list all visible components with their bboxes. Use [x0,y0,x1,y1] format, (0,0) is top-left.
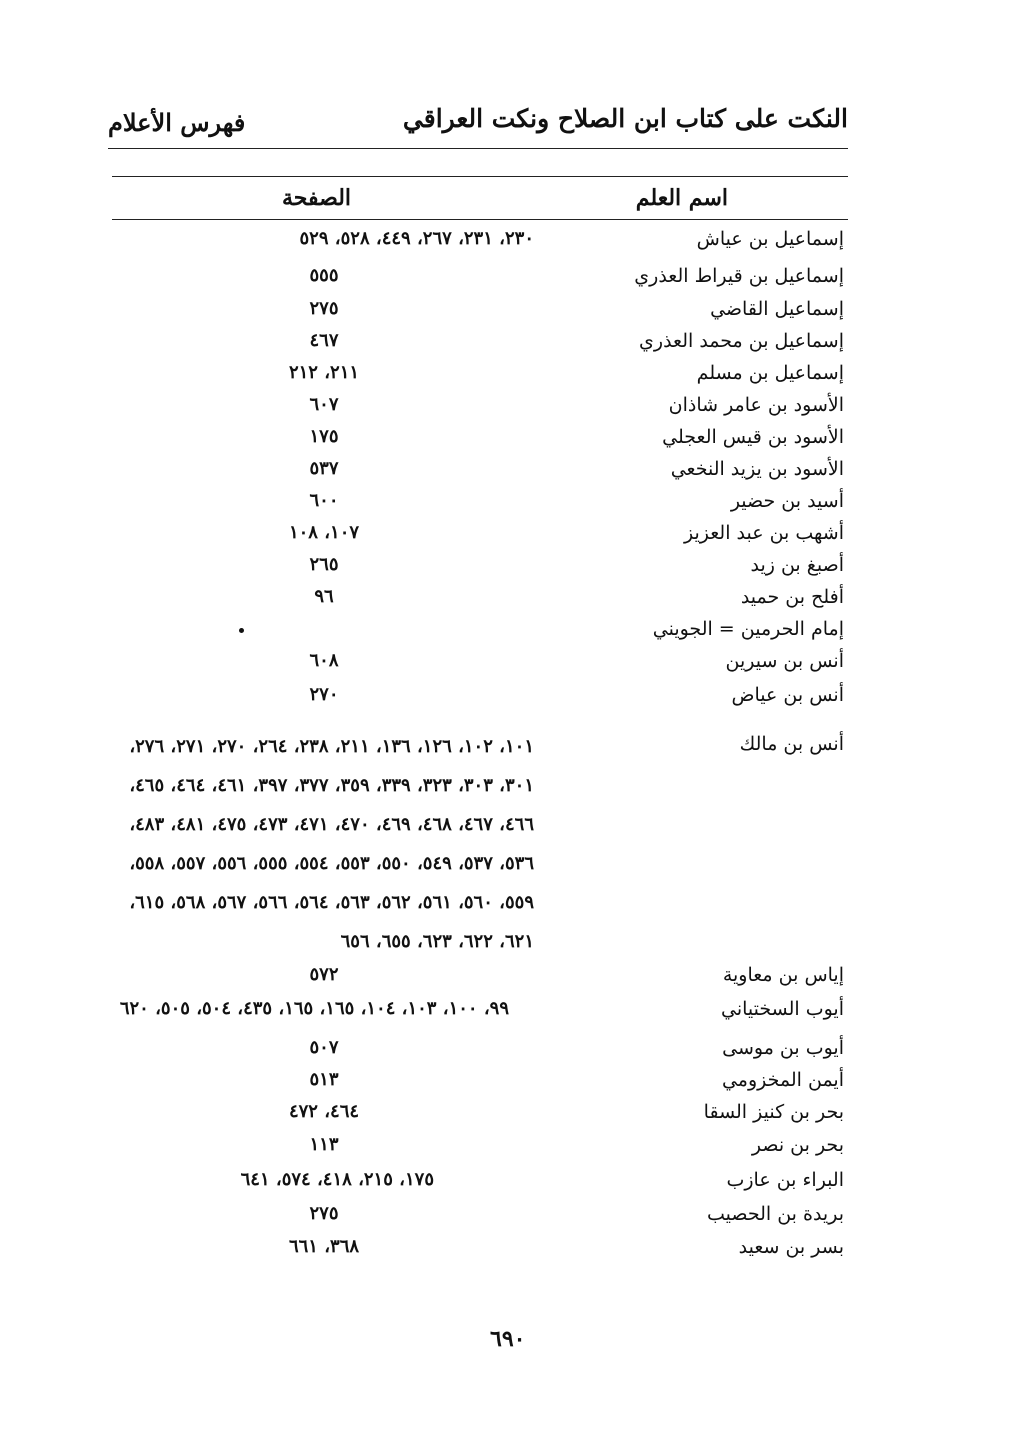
entry-pages: ٦٠٨ [309,650,339,671]
pages-line: ٥٥٩، ٥٦٠، ٥٦١، ٥٦٢، ٥٦٣، ٥٦٤، ٥٦٦، ٥٦٧، ٥٦٨، ٦١٥، [129,892,534,913]
anas-bin-malik-pages [104,736,534,970]
entry-name: إسماعيل بن قيراط العذري [634,265,844,287]
entry-pages: ١٧٥ [309,426,339,447]
entry-name: إسماعيل بن عياش [696,228,844,250]
entry-name: البراء بن عازب [726,1169,844,1191]
entry-pages: ١٧٥، ٢١٥، ٤١٨، ٥٧٤، ٦٤١ [240,1169,434,1190]
entry-pages: ٩٦ [314,586,334,607]
entry-name: الأسود بن عامر شاذان [668,394,844,416]
pages-line: ٥٣٦، ٥٣٧، ٥٤٩، ٥٥٠، ٥٥٣، ٥٥٤، ٥٥٥، ٥٥٦، ٥٥٧، ٥٥٨، [129,853,534,874]
entry-pages: ٥٧٢ [309,964,339,985]
entry-pages: ١١٣ [309,1134,339,1155]
entry-name: أشهب بن عبد العزيز [683,522,844,544]
entry-pages: ٢٧٠ [309,684,339,705]
column-header-name: اسم العلم [635,185,728,211]
entry-pages: ٢٧٥ [309,298,339,319]
entry-name: الأسود بن قيس العجلي [662,426,844,448]
entry-name: إسماعيل بن مسلم [696,362,844,384]
entry-name: بحر بن نصر [751,1134,844,1156]
entry-name: أنس بن مالك [739,733,844,755]
column-header-page: الصفحة [282,185,352,211]
entry-name: إسماعيل القاضي [710,298,844,320]
entry-pages: ٥٣٧ [309,458,339,479]
entry-name: بسر بن سعيد [738,1236,844,1258]
entry-name: أسيد بن حضير [730,490,844,512]
entry-name: إمام الحرمين = الجويني [652,618,844,640]
entry-name: أنس بن سيرين [725,650,844,672]
entry-name: أصبغ بن زيد [750,554,844,576]
book-title: النكت على كتاب ابن الصلاح ونكت العراقي [402,104,848,133]
entry-pages: ٣٦٨، ٦٦١ [288,1236,360,1257]
entry-name: أنس بن عياض [731,684,844,706]
entry-name: أيوب بن موسى [722,1037,844,1059]
section-title: فهرس الأعلام [108,108,246,137]
entry-pages: ٤٦٧ [309,330,339,351]
entry-name: أيمن المخزومي [721,1069,844,1091]
pages-line: ٦٢١، ٦٢٢، ٦٢٣، ٦٥٥، ٦٥٦ [340,931,534,952]
stray-dot [239,628,244,633]
entry-pages: ٦٠٧ [309,394,339,415]
pages-line: ٣٠١، ٣٠٣، ٣٢٣، ٣٣٩، ٣٥٩، ٣٧٧، ٣٩٧، ٤٦١، ٤٦٤، ٤٦٥، [129,775,534,796]
page-number: ٦٩٠ [490,1326,526,1352]
entry-pages: ٢١١، ٢١٢ [288,362,360,383]
entry-name: أفلح بن حميد [740,586,844,608]
entry-pages: ٥١٣ [309,1069,339,1090]
pages-line: ١٠١، ١٠٢، ١٢٦، ١٣٦، ٢١١، ٢٣٨، ٢٦٤، ٢٧٠، ٢٧١، ٢٧٦، [129,736,534,757]
entry-name: أيوب السختياني [721,998,844,1020]
entry-name: بحر بن كنيز السقا [703,1101,844,1123]
pages-line: ٤٦٦، ٤٦٧، ٤٦٨، ٤٦٩، ٤٧٠، ٤٧١، ٤٧٣، ٤٧٥، ٤٨١، ٤٨٣، [129,814,534,835]
entry-pages: ٥٥٥ [309,265,339,286]
entry-pages: ٥٠٧ [309,1037,339,1058]
entry-pages: ٢٦٥ [309,554,339,575]
entry-pages: ٢٣٠، ٢٣١، ٢٦٧، ٤٤٩، ٥٢٨، ٥٢٩ [299,228,534,249]
entry-pages: ٤٦٤، ٤٧٢ [288,1101,360,1122]
entry-name: الأسود بن يزيد النخعي [670,458,844,480]
entry-pages: ٦٠٠ [309,490,339,511]
entry-name: بريدة بن الحصيب [706,1203,844,1225]
entry-pages: ١٠٧، ١٠٨ [288,522,360,543]
entry-pages: ٩٩، ١٠٠، ١٠٣، ١٠٤، ١٦٥، ١٦٥، ٤٣٥، ٥٠٤، ٥٠٥، ٦٢٠ [119,998,509,1019]
entry-name: إياس بن معاوية [722,964,844,986]
entry-name: إسماعيل بن محمد العذري [639,330,844,352]
entry-pages: ٢٧٥ [309,1203,339,1224]
